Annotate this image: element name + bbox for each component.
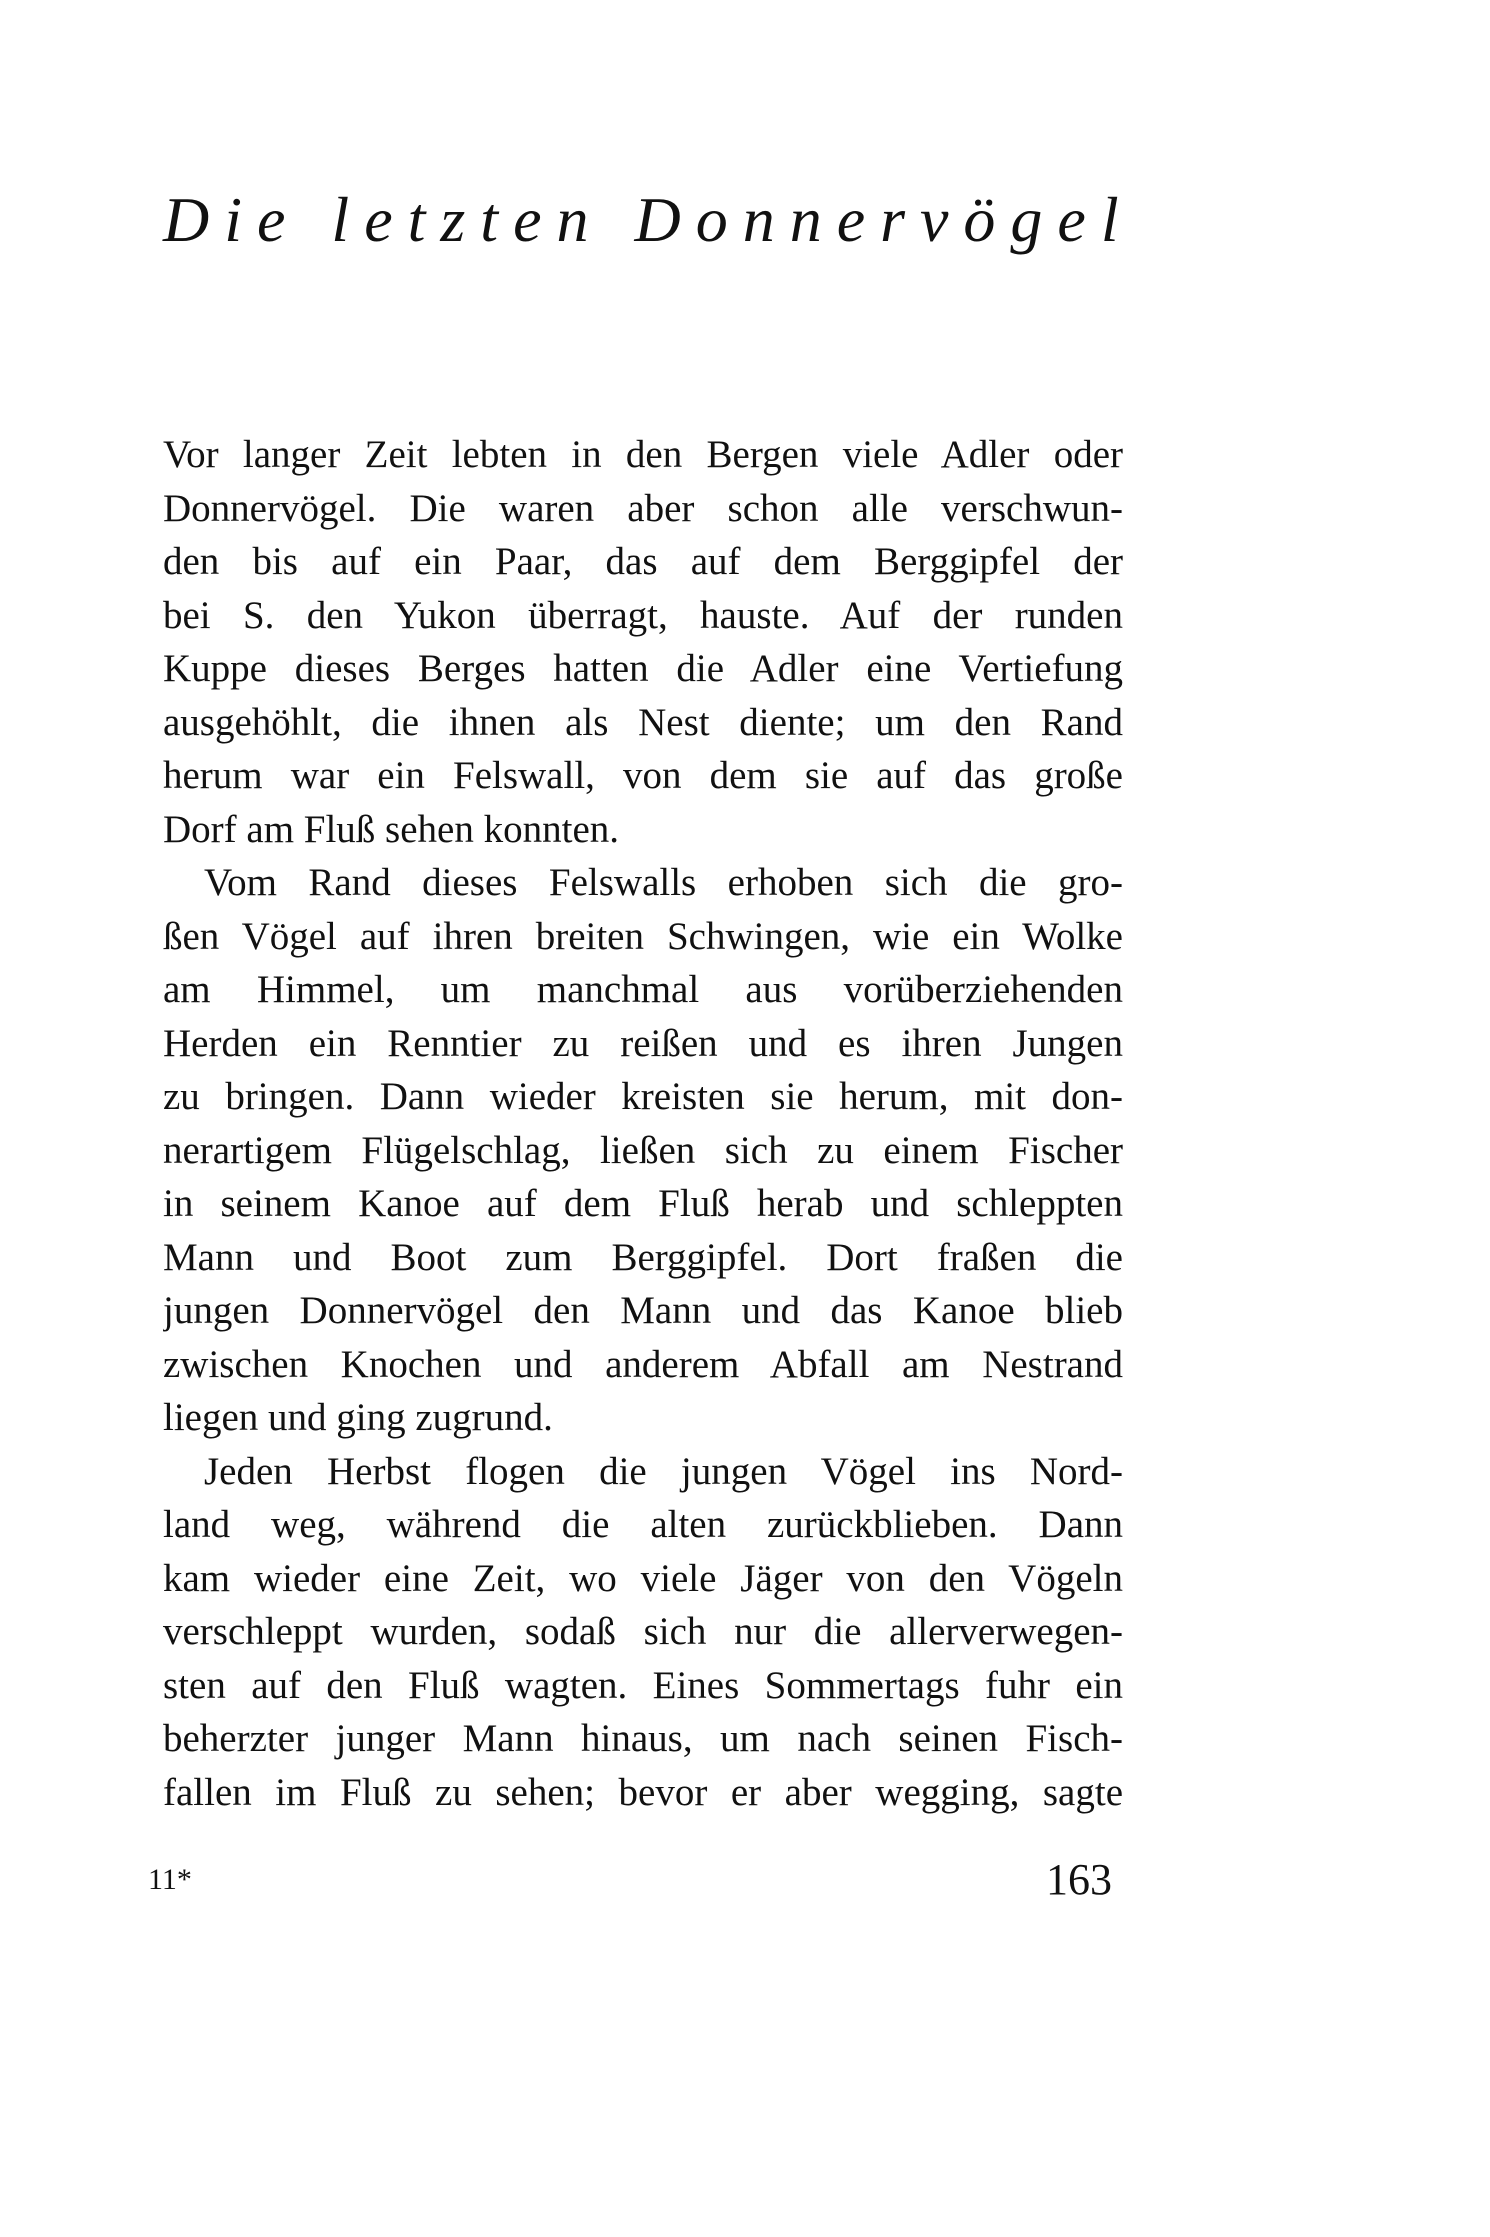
text-line: den bis auf ein Paar, das auf dem Berggipfel der: [163, 540, 1123, 583]
text-line: nerartigem Flügelschlag, ließen sich zu einem Fischer: [163, 1128, 1123, 1172]
text-line: Vor langer Zeit lebten in den Bergen viele Adler oder: [163, 433, 1123, 476]
sheet-signature: 11*: [148, 1863, 192, 1896]
text-line: herum war ein Felswall, von dem sie auf das große: [163, 754, 1123, 797]
text-line: bei S. den Yukon überragt, hauste. Auf der runden: [163, 593, 1123, 637]
text-line: kam wieder eine Zeit, wo viele Jäger von den Vögeln: [163, 1556, 1123, 1600]
text-line: ßen Vögel auf ihren breiten Schwingen, wie ein Wolke: [163, 914, 1123, 958]
text-line: fallen im Fluß zu sehen; bevor er aber wegging, sagte: [163, 1770, 1123, 1814]
text-line: Kuppe dieses Berges hatten die Adler eine Vertiefung: [163, 647, 1123, 690]
text-line: Jeden Herbst flogen die jungen Vögel ins Nord-: [204, 1449, 1123, 1493]
text-line: Dorf am Fluß sehen konnten.: [163, 807, 620, 851]
chapter-title: Die letzten Donnervögel: [163, 184, 1134, 255]
text-line: beherzter junger Mann hinaus, um nach seinen Fisch-: [163, 1717, 1123, 1760]
text-line: land weg, während die alten zurückblieben. Dann: [163, 1503, 1123, 1546]
text-line: am Himmel, um manchmal aus vorüberziehenden: [163, 968, 1123, 1011]
text-line: sten auf den Fluß wagten. Eines Sommertags fuhr ein: [163, 1663, 1123, 1707]
body-text: [163, 428, 1123, 1819]
text-line: ausgehöhlt, die ihnen als Nest diente; um den Rand: [163, 700, 1123, 744]
page-number: 163: [1046, 1855, 1112, 1904]
text-line: Donnervögel. Die waren aber schon alle verschwun-: [163, 486, 1123, 530]
text-line: in seinem Kanoe auf dem Fluß herab und schleppten: [163, 1182, 1123, 1225]
text-line: verschleppt wurden, sodaß sich nur die allerverwegen-: [163, 1610, 1123, 1653]
text-line: Herden ein Renntier zu reißen und es ihren Jungen: [163, 1021, 1123, 1065]
text-line: zu bringen. Dann wieder kreisten sie herum, mit don-: [163, 1075, 1123, 1118]
text-line: zwischen Knochen und anderem Abfall am Nestrand: [163, 1342, 1123, 1386]
text-line: Vom Rand dieses Felswalls erhoben sich die gro-: [204, 861, 1123, 904]
text-line: Mann und Boot zum Berggipfel. Dort fraßen die: [163, 1235, 1123, 1279]
text-line: liegen und ging zugrund.: [163, 1396, 553, 1439]
text-line: jungen Donnervögel den Mann und das Kanoe blieb: [163, 1289, 1123, 1332]
